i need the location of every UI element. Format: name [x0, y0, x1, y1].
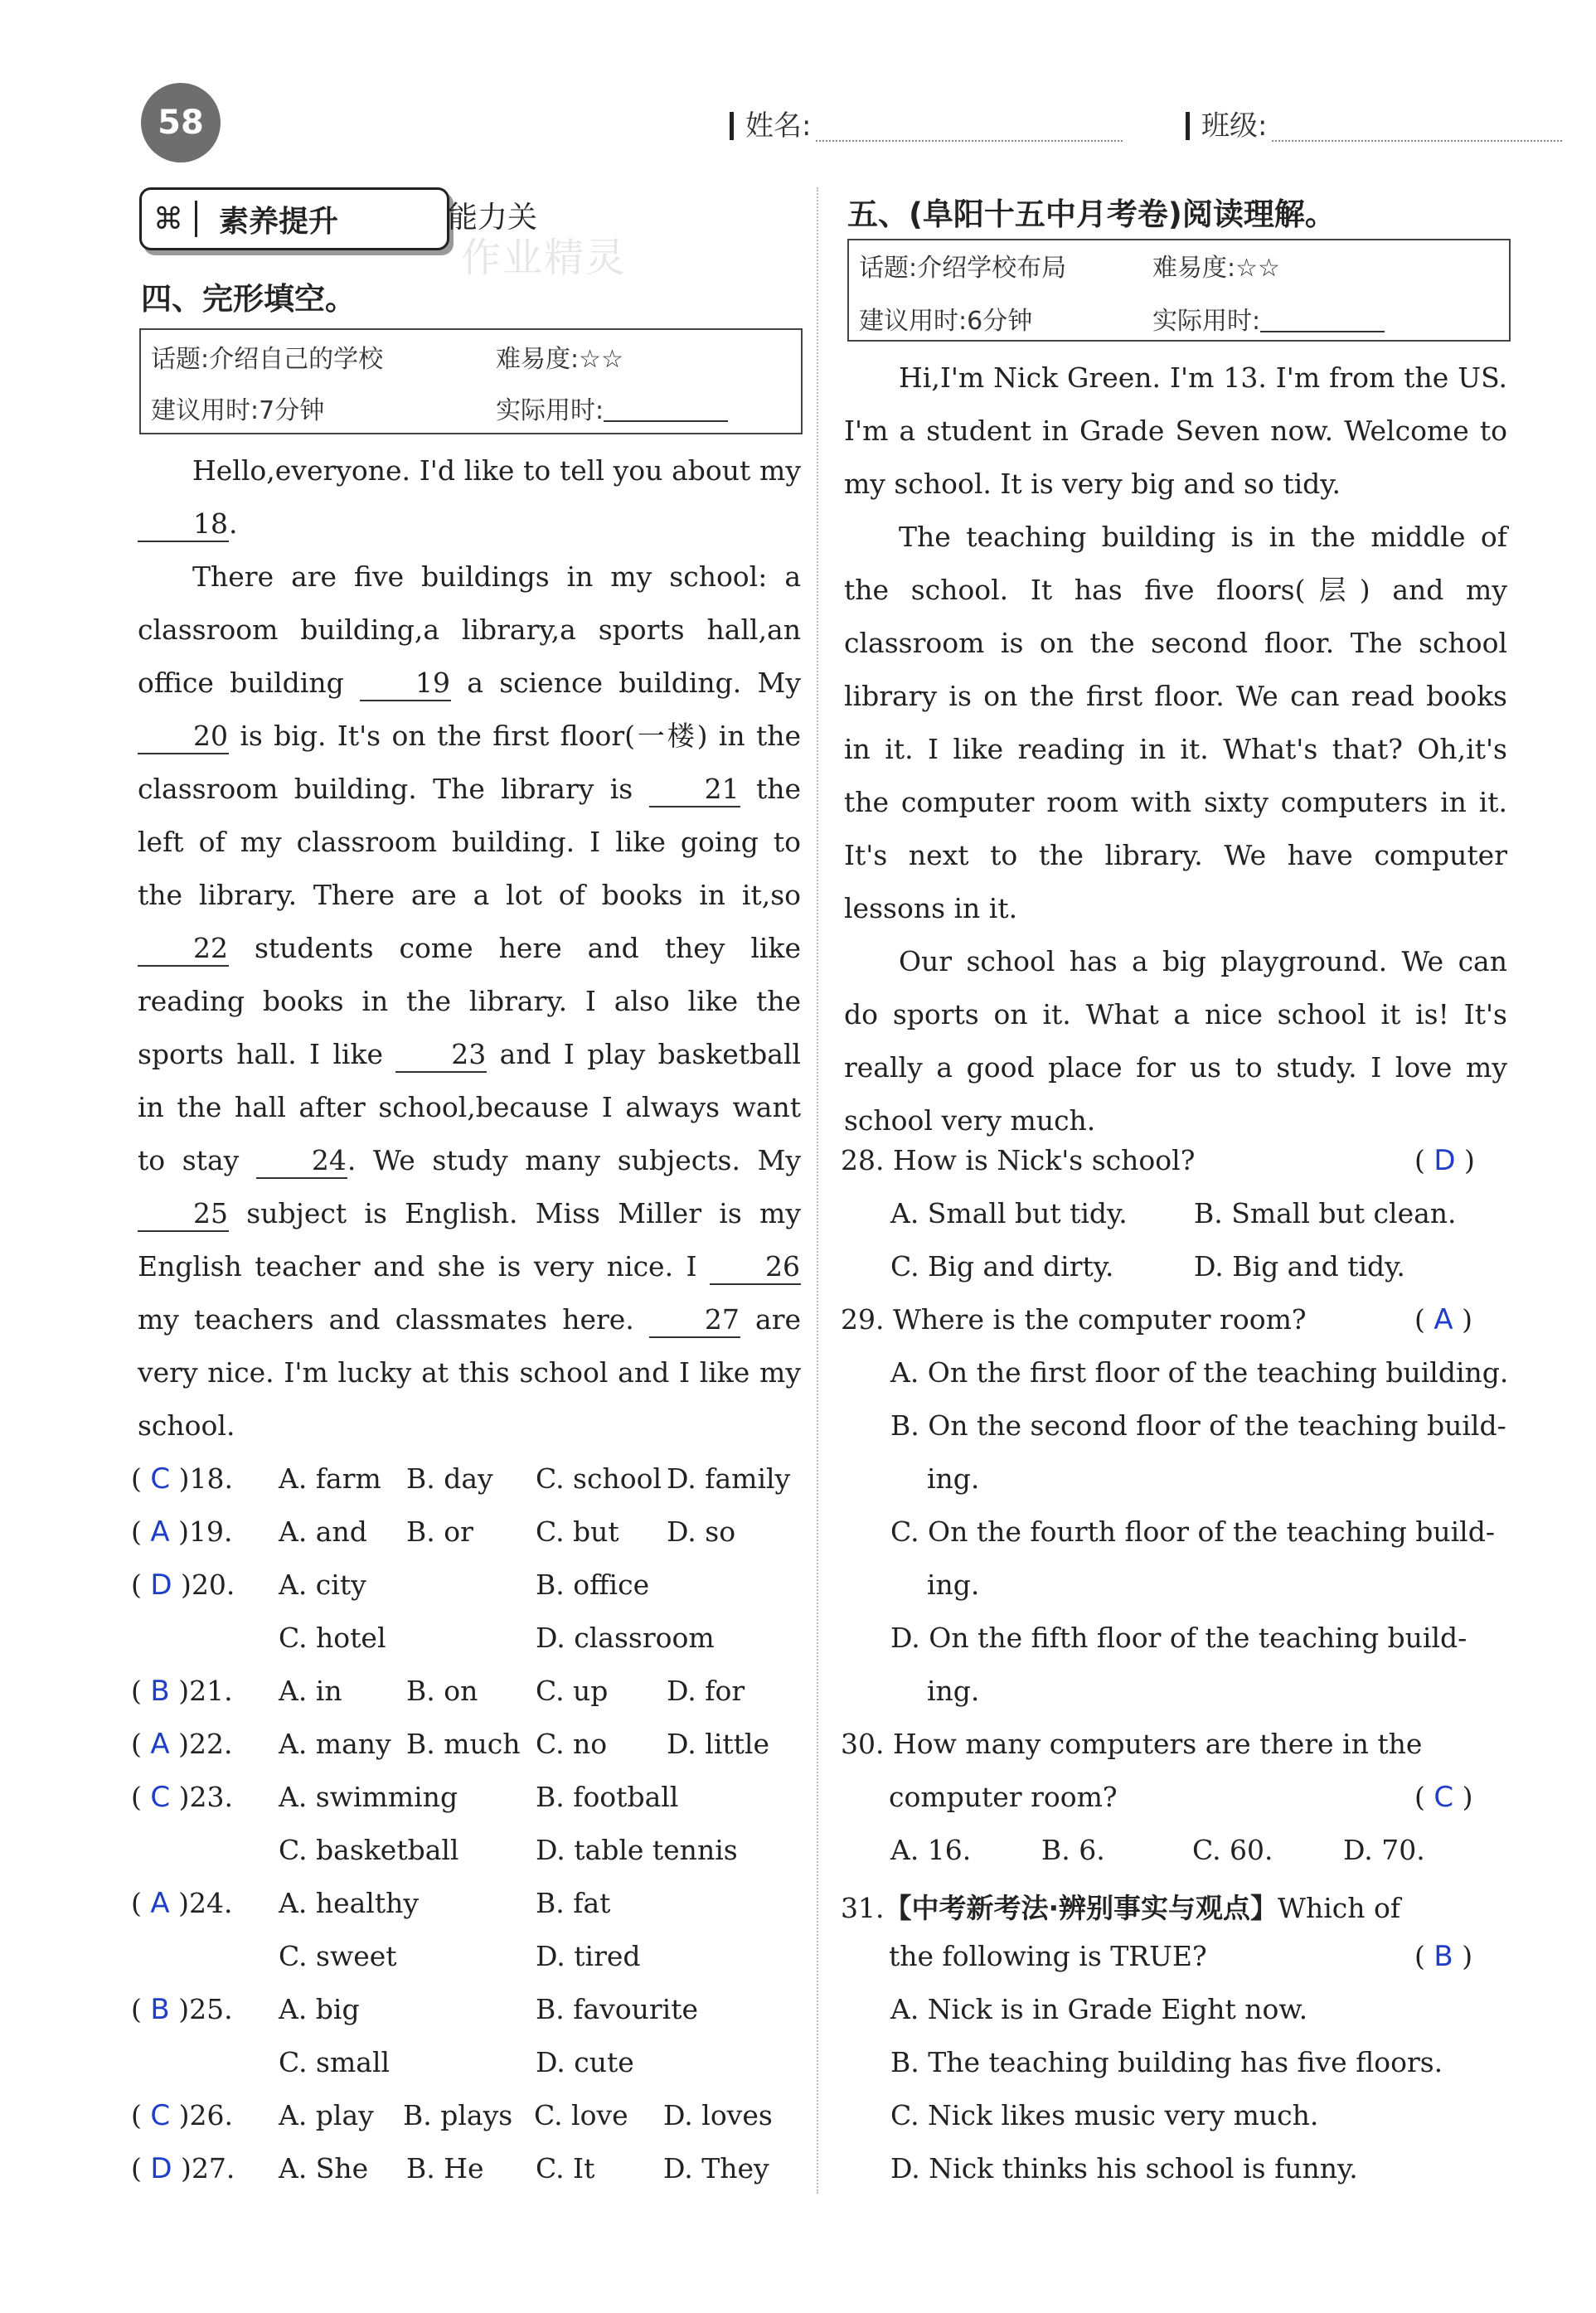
answer-31[interactable]: B	[1433, 1940, 1453, 1973]
class-label: 班级:	[1201, 109, 1268, 143]
answer-25[interactable]: B	[150, 1993, 170, 2026]
question-21: ( B )21.	[131, 1675, 233, 1708]
answer-23[interactable]: C	[150, 1781, 171, 1814]
q18-option-b[interactable]: B. day	[406, 1462, 493, 1495]
answer-21[interactable]: B	[150, 1675, 170, 1708]
q21-option-b[interactable]: B. on	[406, 1675, 478, 1707]
s4-suggested-time: 建议用时:7分钟	[151, 396, 325, 425]
q21-option-a[interactable]: A. in	[279, 1675, 342, 1707]
q19-option-a[interactable]: A. and	[279, 1515, 367, 1548]
question-31-cont: the following is TRUE?	[889, 1940, 1207, 1972]
blank-27: 27	[649, 1303, 740, 1338]
name-label: 姓名:	[745, 109, 812, 143]
q30-option-c[interactable]: C. 60.	[1192, 1834, 1273, 1866]
blank-18: 18	[138, 507, 229, 542]
q25-option-c[interactable]: C. small	[279, 2046, 391, 2078]
q26-option-a[interactable]: A. play	[279, 2099, 374, 2131]
question-30: 30. How many computers are there in the	[841, 1728, 1423, 1760]
s5-topic: 话题:介绍学校布局	[859, 254, 1067, 283]
question-20: ( D )20.	[131, 1569, 235, 1602]
q20-option-b[interactable]: B. office	[536, 1569, 650, 1601]
answer-18[interactable]: C	[150, 1462, 171, 1496]
q24-option-a[interactable]: A. healthy	[279, 1887, 419, 1919]
q25-option-d[interactable]: D. cute	[536, 2046, 634, 2078]
question-28: 28. How is Nick's school?	[841, 1144, 1196, 1176]
q24-option-c[interactable]: C. sweet	[279, 1940, 397, 1972]
q29-option-d-cont: ing.	[927, 1675, 980, 1707]
blank-20: 20	[138, 720, 229, 754]
answer-28[interactable]: D	[1433, 1144, 1456, 1177]
question-18: ( C )18.	[131, 1462, 233, 1496]
class-field[interactable]	[1186, 103, 1562, 143]
s4-actual-time-blank[interactable]	[604, 397, 728, 422]
question-29: 29. Where is the computer room?	[841, 1303, 1307, 1336]
q24-option-b[interactable]: B. fat	[536, 1887, 611, 1919]
class-bar-mark	[1186, 112, 1190, 140]
blank-19: 19	[360, 667, 451, 701]
q31-option-c[interactable]: C. Nick likes music very much.	[890, 2099, 1319, 2131]
reading-p2: The teaching building is in the middle of the school. It has five floors(层) and my classroom is on the second floor. The school library is on the first floor. We can read books in it. I like reading in it. What's that? Oh,it's the computer room with sixty computers in it. It's next to the library. We have computer lessons in it.	[844, 521, 1507, 924]
q31-option-b[interactable]: B. The teaching building has five floors.	[890, 2046, 1443, 2078]
q18-option-d[interactable]: D. family	[667, 1462, 791, 1495]
q22-option-c[interactable]: C. no	[536, 1728, 608, 1760]
section5-title: 五、(阜阳十五中月考卷)阅读理解。	[847, 196, 1336, 232]
question-25: ( B )25.	[131, 1993, 233, 2026]
answer-28-box: ( D )	[1414, 1144, 1475, 1177]
question-26: ( C )26.	[131, 2099, 233, 2132]
q30-option-d[interactable]: D. 70.	[1343, 1834, 1425, 1866]
q29-option-b-cont: ing.	[927, 1462, 980, 1495]
section-banner	[139, 187, 449, 250]
q29-option-d[interactable]: D. On the fifth floor of the teaching build-	[890, 1622, 1467, 1654]
s4-actual-time[interactable]	[496, 390, 728, 426]
q30-option-a[interactable]: A. 16.	[890, 1834, 972, 1866]
answer-24[interactable]: A	[150, 1887, 170, 1920]
q21-option-c[interactable]: C. up	[536, 1675, 609, 1707]
question-24: ( A )24.	[131, 1887, 233, 1920]
q22-option-a[interactable]: A. many	[279, 1728, 391, 1760]
reading-p1: Hi,I'm Nick Green. I'm 13. I'm from the US. I'm a student in Grade Seven now. Welcome to my school. It is very big and so tidy.	[844, 361, 1507, 500]
s5-suggested-time: 建议用时:6分钟	[859, 307, 1033, 336]
banner-subtitle: 能力关	[448, 201, 538, 235]
blank-21: 21	[649, 773, 740, 807]
q19-option-c[interactable]: C. but	[536, 1515, 619, 1548]
q20-option-c[interactable]: C. hotel	[279, 1622, 386, 1654]
cloze-p1: Hello,everyone. I'd like to tell you about my 18.	[138, 444, 801, 550]
q28-option-c[interactable]: C. Big and dirty.	[890, 1250, 1114, 1283]
blank-22: 22	[138, 932, 229, 967]
answer-20[interactable]: D	[150, 1569, 172, 1602]
q25-option-a[interactable]: A. big	[279, 1993, 360, 2025]
name-field[interactable]	[730, 103, 1123, 143]
answer-19[interactable]: A	[150, 1515, 170, 1549]
q25-option-b[interactable]: B. favourite	[536, 1993, 699, 2025]
section5-info-box	[847, 239, 1511, 342]
answer-22[interactable]: A	[150, 1728, 170, 1761]
section4-info-box	[139, 328, 803, 434]
q31-tag: 【中考新考法·辨别事实与观点】	[884, 1892, 1278, 1924]
answer-29-box: ( A )	[1414, 1303, 1473, 1336]
blank-25: 25	[138, 1197, 229, 1232]
q19-option-b[interactable]: B. or	[406, 1515, 473, 1548]
s5-actual-time-blank[interactable]	[1260, 308, 1385, 332]
answer-31-box: ( B )	[1414, 1940, 1473, 1973]
s4-difficulty: 难易度:☆☆	[496, 345, 623, 374]
section4-title: 四、完形填空。	[141, 281, 356, 317]
q20-option-d[interactable]: D. classroom	[536, 1622, 715, 1654]
q19-option-d[interactable]: D. so	[667, 1515, 736, 1548]
cloze-passage	[138, 444, 801, 1452]
q28-option-b[interactable]: B. Small but clean.	[1194, 1197, 1457, 1229]
s5-difficulty: 难易度:☆☆	[1152, 254, 1280, 283]
q23-option-a[interactable]: A. swimming	[279, 1781, 458, 1813]
question-19: ( A )19.	[131, 1515, 233, 1549]
q22-option-b[interactable]: B. much	[406, 1728, 521, 1760]
name-line[interactable]	[816, 115, 1123, 142]
q27-option-d[interactable]: D. They	[663, 2152, 769, 2184]
q30-option-b[interactable]: B. 6.	[1041, 1834, 1105, 1866]
q18-option-c[interactable]: C. school	[536, 1462, 662, 1495]
q26-option-c[interactable]: C. love	[534, 2099, 628, 2131]
q29-option-c[interactable]: C. On the fourth floor of the teaching build-	[890, 1515, 1495, 1548]
q26-option-b[interactable]: B. plays	[403, 2099, 513, 2131]
q31-option-d[interactable]: D. Nick thinks his school is funny.	[890, 2152, 1358, 2184]
s4-actual-time-label: 实际用时:	[496, 396, 604, 425]
cloze-p2: There are five buildings in my school: a classroom building,a library,a sports hall,an office building 19 a science building. My 20 is big. It's on the first floor(一楼) in the classroom building. The library is 21 the left of my classroom building. I like going to the library. There are a lot of books in it,so 22 students come here and they like reading books in the library. I also like the sports hall. I like 23 and I play basketball in the hall after school,because I always want to stay 24. We study many subjects. My 25 subject is English. Miss Miller is my English teacher and she is very nice. I 26 my teachers and classmates here. 27 are very nice. I'm lucky at this school and I like my school.	[138, 560, 801, 1442]
q28-option-a[interactable]: A. Small but tidy.	[890, 1197, 1128, 1229]
page-number: 58	[141, 83, 221, 162]
q20-option-a[interactable]: A. city	[279, 1569, 366, 1601]
answer-27[interactable]: D	[150, 2152, 172, 2185]
column-divider	[817, 187, 818, 2194]
blank-23: 23	[395, 1038, 487, 1073]
q29-option-a[interactable]: A. On the first floor of the teaching building.	[890, 1356, 1509, 1389]
q29-option-b[interactable]: B. On the second floor of the teaching build-	[890, 1409, 1506, 1442]
answer-30-box: ( C )	[1414, 1781, 1473, 1814]
q23-option-b[interactable]: B. football	[536, 1781, 679, 1813]
answer-26[interactable]: C	[150, 2099, 171, 2132]
name-bar-mark	[730, 112, 734, 140]
q21-option-d[interactable]: D. for	[667, 1675, 745, 1707]
q18-option-a[interactable]: A. farm	[279, 1462, 381, 1495]
reading-passage	[844, 352, 1507, 1147]
s5-actual-time[interactable]	[1152, 300, 1385, 337]
q23-option-d[interactable]: D. table tennis	[536, 1834, 738, 1866]
class-line[interactable]	[1272, 115, 1562, 142]
q24-option-d[interactable]: D. tired	[536, 1940, 641, 1972]
question-27: ( D )27.	[131, 2152, 235, 2185]
banner-title: 素养提升	[219, 204, 339, 239]
question-30-cont: computer room?	[889, 1781, 1118, 1813]
q27-option-a[interactable]: A. She	[279, 2152, 369, 2184]
answer-30[interactable]: C	[1433, 1781, 1454, 1814]
watermark: 作业精灵	[461, 235, 628, 281]
q28-option-d[interactable]: D. Big and tidy.	[1194, 1250, 1405, 1283]
blank-24: 24	[256, 1144, 347, 1179]
q22-option-d[interactable]: D. little	[667, 1728, 769, 1760]
blank-26: 26	[710, 1250, 801, 1285]
q29-option-c-cont: ing.	[927, 1569, 980, 1601]
s5-actual-time-label: 实际用时:	[1152, 307, 1261, 336]
q27-option-c[interactable]: C. It	[536, 2152, 595, 2184]
q26-option-d[interactable]: D. loves	[663, 2099, 773, 2131]
q23-option-c[interactable]: C. basketball	[279, 1834, 459, 1866]
reading-p3: Our school has a big playground. We can do sports on it. What a nice school it is! It's really a good place for us to study. I love my school very much.	[844, 945, 1507, 1137]
question-22: ( A )22.	[131, 1728, 233, 1761]
q31-option-a[interactable]: A. Nick is in Grade Eight now.	[890, 1993, 1308, 2025]
question-23: ( C )23.	[131, 1781, 233, 1814]
answer-29[interactable]: A	[1433, 1303, 1453, 1336]
q27-option-b[interactable]: B. He	[406, 2152, 484, 2184]
link-chain-icon: ⌘	[153, 201, 183, 236]
s4-topic: 话题:介绍自己的学校	[151, 345, 384, 374]
question-31: 31.【中考新考法·辨别事实与观点】Which of	[841, 1892, 1401, 1924]
